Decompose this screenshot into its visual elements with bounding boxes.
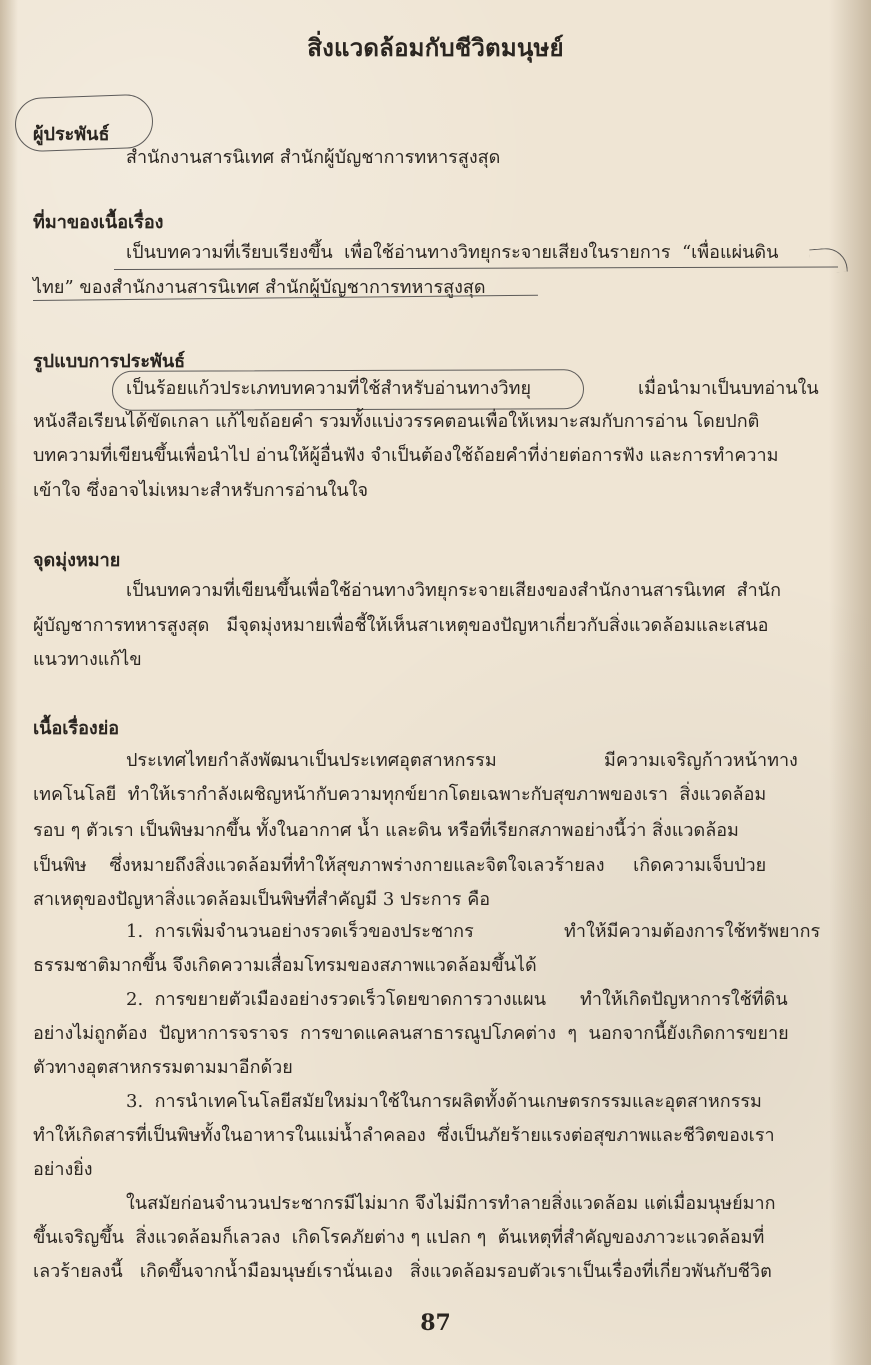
summary-point-1-line-1-part-1: 1. การเพิ่มจำนวนอย่างรวดเร็วของประชากร xyxy=(126,921,474,942)
source-line-1: เป็นบทความที่เรียบเรียงขึ้น เพื่อใช้อ่านทางวิทยุกระจายเสียงในรายการ “เพื่อแผ่นดิน xyxy=(126,242,779,263)
purpose-line-2: ผู้บัญชาการทหารสูงสุด มีจุดมุ่งหมายเพื่อชี้ให้เห็นสาเหตุของปัญหาเกี่ยวกับสิ่งแวดล้อมและเสนอ xyxy=(33,615,769,636)
summary-point-2-line-3: ตัวทางอุตสาหกรรมตามมาอีกด้วย xyxy=(33,1057,293,1078)
author-heading: ผู้ประพันธ์ xyxy=(33,124,110,145)
summary-p1-line-5: สาเหตุของปัญหาสิ่งแวดล้อมเป็นพิษที่สำคัญมี 3 ประการ คือ xyxy=(33,889,491,910)
purpose-line-1: เป็นบทความที่เขียนขึ้นเพื่อใช้อ่านทางวิทยุกระจายเสียงของสำนักงานสารนิเทศ สำนัก xyxy=(126,580,781,601)
author-line-1: สำนักงานสารนิเทศ สำนักผู้บัญชาการทหารสูงสุด xyxy=(126,147,501,168)
form-heading: รูปแบบการประพันธ์ xyxy=(33,351,186,372)
summary-point-3-line-1: 3. การนำเทคโนโลยีสมัยใหม่มาใช้ในการผลิตทั้งด้านเกษตรกรรมและอุตสาหกรรม xyxy=(126,1091,762,1112)
summary-point-2-line-1-part-1: 2. การขยายตัวเมืองอย่างรวดเร็วโดยขาดการวางแผน xyxy=(126,989,546,1010)
summary-p1-line-1-part-1: ประเทศไทยกำลังพัฒนาเป็นประเทศอุตสาหกรรม xyxy=(126,750,497,771)
form-line-1-part-2: เมื่อนำมาเป็นบทอ่านใน xyxy=(638,378,819,399)
summary-p1-line-4: เป็นพิษ ซึ่งหมายถึงสิ่งแวดล้อมที่ทำให้สุขภาพร่างกายและจิตใจเลวร้ายลง เกิดความเจ็บป่วย xyxy=(33,855,767,876)
summary-p1-line-2: เทคโนโลยี ทำให้เรากำลังเผชิญหน้ากับความทุกข์ยากโดยเฉพาะกับสุขภาพของเรา สิ่งแวดล้อม xyxy=(33,784,767,805)
summary-p5-line-2: ขึ้นเจริญขึ้น สิ่งแวดล้อมก็เลวลง เกิดโรคภัยต่าง ๆ แปลก ๆ ต้นเหตุที่สำคัญของภาวะแวดล้อมที่ xyxy=(33,1227,765,1248)
page-binding-shadow xyxy=(0,0,18,1365)
summary-p1-line-1-part-2: มีความเจริญก้าวหน้าทาง xyxy=(604,750,798,771)
page-title: สิ่งแวดล้อมกับชีวิตมนุษย์ xyxy=(307,33,564,62)
form-line-4: เข้าใจ ซึ่งอาจไม่เหมาะสำหรับการอ่านในใจ xyxy=(33,480,369,501)
summary-point-3-line-2: ทำให้เกิดสารที่เป็นพิษทั้งในอาหารในแม่น้ำลำคลอง ซึ่งเป็นภัยร้ายแรงต่อสุขภาพและชีวิตของเรา xyxy=(33,1125,775,1146)
page-number: 87 xyxy=(420,1310,451,1336)
handwritten-underline-source-1 xyxy=(114,266,838,270)
source-line-2: ไทย” ของสำนักงานสารนิเทศ สำนักผู้บัญชาการทหารสูงสุด xyxy=(33,277,486,298)
page-edge-shadow xyxy=(829,0,871,1365)
summary-point-2-line-2: อย่างไม่ถูกต้อง ปัญหาการจราจร การขาดแคลนสาธารณูปโภคต่าง ๆ นอกจากนี้ยังเกิดการขยาย xyxy=(33,1023,789,1044)
form-line-1-part-1: เป็นร้อยแก้วประเภทบทความที่ใช้สำหรับอ่านทางวิทยุ xyxy=(126,378,531,399)
purpose-heading: จุดมุ่งหมาย xyxy=(33,550,121,571)
form-line-2: หนังสือเรียนได้ขัดเกลา แก้ไขถ้อยคำ รวมทั้งแบ่งวรรคตอนเพื่อให้เหมาะสมกับการอ่าน โดยปกติ xyxy=(33,411,760,432)
form-line-3: บทความที่เขียนขึ้นเพื่อนำไป อ่านให้ผู้อื่นฟัง จำเป็นต้องใช้ถ้อยคำที่ง่ายต่อการฟัง และการทำความ xyxy=(33,445,779,466)
summary-heading: เนื้อเรื่องย่อ xyxy=(33,718,120,739)
summary-point-1-line-1-part-2: ทำให้มีความต้องการใช้ทรัพยากร xyxy=(564,921,821,942)
summary-p5-line-3: เลวร้ายลงนี้ เกิดขึ้นจากน้ำมือมนุษย์เรานั่นเอง สิ่งแวดล้อมรอบตัวเราเป็นเรื่องที่เกี่ยวพันกับชีวิต xyxy=(33,1261,772,1282)
purpose-line-3: แนวทางแก้ไข xyxy=(33,649,142,670)
summary-point-2-line-1-part-2: ทำให้เกิดปัญหาการใช้ที่ดิน xyxy=(580,989,788,1010)
summary-p5-line-1: ในสมัยก่อนจำนวนประชากรมีไม่มาก จึงไม่มีการทำลายสิ่งแวดล้อม แต่เมื่อมนุษย์มาก xyxy=(126,1193,776,1214)
summary-point-3-line-3: อย่างยิ่ง xyxy=(33,1159,93,1180)
summary-point-1-line-2: ธรรมชาติมากขึ้น จึงเกิดความเสื่อมโทรมของสภาพแวดล้อมขึ้นได้ xyxy=(33,955,537,976)
source-heading: ที่มาของเนื้อเรื่อง xyxy=(33,212,164,233)
summary-p1-line-3: รอบ ๆ ตัวเรา เป็นพิษมากขึ้น ทั้งในอากาศ น้ำ และดิน หรือที่เรียกสภาพอย่างนี้ว่า สิ่งแวดล้อม xyxy=(33,820,739,841)
